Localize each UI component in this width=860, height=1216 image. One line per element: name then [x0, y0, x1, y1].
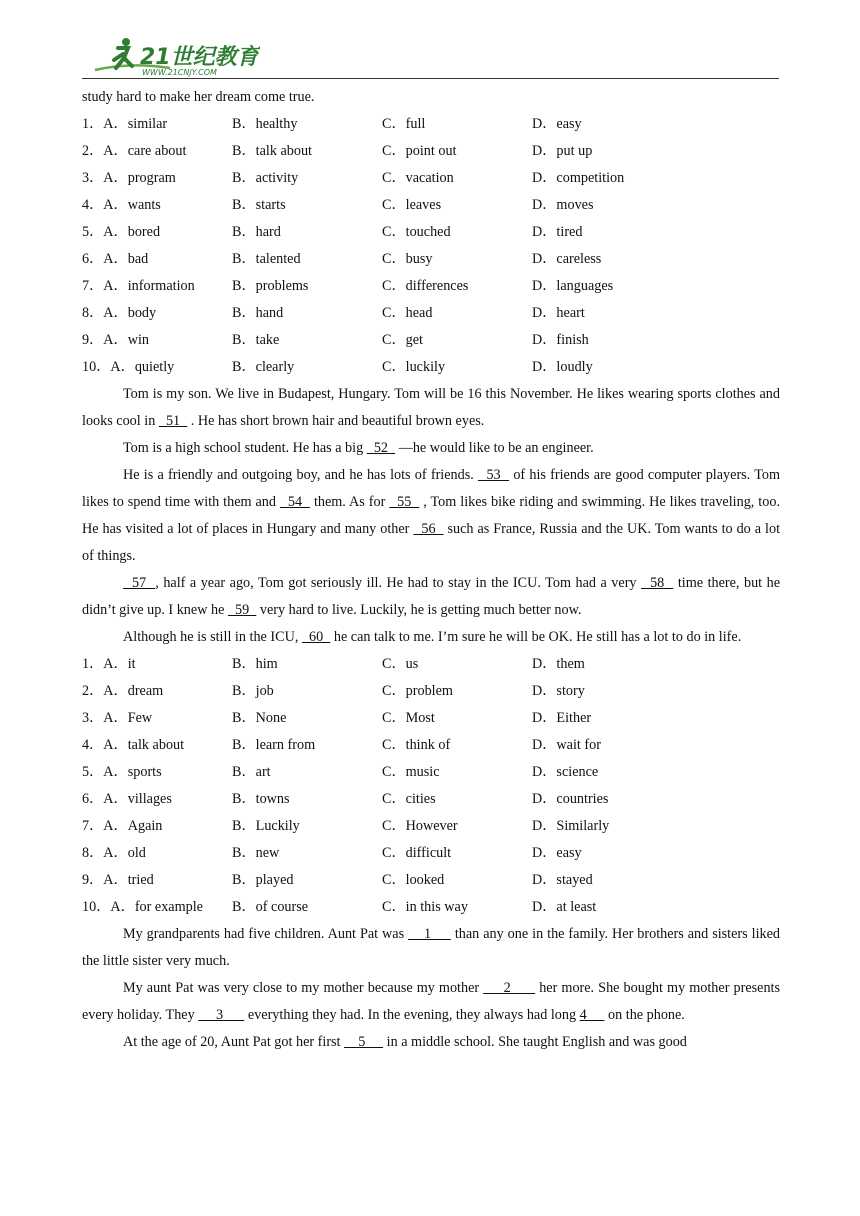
option-b[interactable]: B．talented [232, 251, 301, 267]
question-number: 4． [82, 737, 104, 753]
option-b[interactable]: B．hand [232, 305, 284, 321]
option-d[interactable]: D．moves [532, 197, 594, 213]
question-number: 2． [82, 143, 104, 159]
question-number-and-option-a[interactable] [82, 867, 154, 894]
question-number: 8． [82, 305, 104, 321]
blank-4[interactable]: 4 [579, 1007, 605, 1023]
question-number: 6． [82, 251, 104, 267]
option-b[interactable]: B．healthy [232, 116, 298, 132]
question-number-and-option-a[interactable] [82, 165, 176, 192]
option-d[interactable]: D．careless [532, 251, 602, 267]
blank-3[interactable]: 3 [198, 1007, 245, 1023]
blank-54[interactable]: 54 [279, 494, 310, 510]
option-d[interactable]: D．stayed [532, 872, 593, 888]
question-row [82, 327, 780, 354]
option-c[interactable]: C．head [382, 305, 433, 321]
option-a[interactable]: A．information [103, 278, 195, 294]
option-c[interactable]: C．Most [382, 710, 435, 726]
option-a[interactable]: A．care about [103, 143, 187, 159]
question-row [82, 813, 780, 840]
question-number: 6． [82, 791, 104, 807]
question-number-and-option-a[interactable] [82, 354, 174, 381]
question-row [82, 165, 780, 192]
blank-1[interactable]: 1 [408, 926, 451, 942]
blank-55[interactable]: 55 [389, 494, 420, 510]
question-number: 10． [82, 359, 111, 375]
question-row [82, 732, 780, 759]
option-d[interactable]: D．tired [532, 224, 583, 240]
question-row [82, 246, 780, 273]
page-header [82, 30, 779, 79]
section2-options [82, 651, 780, 921]
option-c[interactable]: C．leaves [382, 197, 442, 213]
option-b[interactable]: B．None [232, 710, 287, 726]
question-number-and-option-a[interactable] [82, 273, 195, 300]
option-d[interactable]: D．heart [532, 305, 585, 321]
question-number-and-option-a[interactable] [82, 759, 162, 786]
question-number: 8． [82, 845, 104, 861]
option-a[interactable]: A．body [103, 305, 157, 321]
option-b[interactable]: B．hard [232, 224, 281, 240]
option-a[interactable]: A．program [103, 170, 176, 186]
passage2-paragraph-2: Tom is a high school student. He has a big 52 —he would like to be an engineer. [123, 440, 594, 456]
option-a[interactable]: A．quietly [110, 359, 175, 375]
question-number-and-option-a[interactable] [82, 732, 184, 759]
option-b[interactable]: B．clearly [232, 359, 295, 375]
option-a[interactable]: A．tried [103, 872, 154, 888]
option-b[interactable]: B．towns [232, 791, 290, 807]
option-a[interactable]: A．bad [103, 251, 149, 267]
option-b[interactable]: B．activity [232, 170, 299, 186]
question-number-and-option-a[interactable] [82, 192, 161, 219]
passage2-paragraph-4: 57 , half a year ago, Tom got seriously ill. He had to stay in the ICU. Tom had a very 58 time there, but he didn’t give up. I knew he 59 very hard to live. Luckily, he is getting much better now. [82, 575, 781, 618]
option-c[interactable]: C．vacation [382, 170, 454, 186]
option-d[interactable]: D．countries [532, 791, 609, 807]
passage3-paragraph-1: My grandparents had five children. Aunt Pat was 1 than any one in the family. Her brothers and sisters liked the little sister very much. [82, 926, 781, 969]
question-row [82, 354, 780, 381]
option-a[interactable]: A．win [103, 332, 150, 348]
question-row [82, 786, 780, 813]
question-number: 9． [82, 332, 104, 348]
option-d[interactable]: D．put up [532, 143, 593, 159]
document-body [82, 84, 780, 1056]
option-c[interactable]: C．music [382, 764, 440, 780]
option-c[interactable]: C．However [382, 818, 458, 834]
question-number-and-option-a[interactable] [82, 786, 172, 813]
question-row [82, 840, 780, 867]
question-number: 9． [82, 872, 104, 888]
option-c[interactable]: C．luckily [382, 359, 446, 375]
blank-2[interactable]: 2 [483, 980, 536, 996]
option-d[interactable]: D．finish [532, 332, 589, 348]
21cnjy-logo [90, 34, 260, 78]
question-number: 1． [82, 656, 104, 672]
option-d[interactable]: D．easy [532, 116, 582, 132]
question-number: 2． [82, 683, 104, 699]
option-a[interactable]: A．sports [103, 764, 162, 780]
question-row [82, 219, 780, 246]
option-b[interactable]: B．him [232, 656, 278, 672]
question-number: 3． [82, 710, 104, 726]
question-row [82, 894, 780, 921]
passage3-paragraph-2: My aunt Pat was very close to my mother because my mother 2 her more. She bought my mother presents every holiday. They 3 everything they had. In the evening, they always had long 4 on the phone. [82, 980, 780, 1023]
question-number-and-option-a[interactable] [82, 246, 148, 273]
option-b[interactable]: B．of course [232, 899, 309, 915]
option-c[interactable]: C．difficult [382, 845, 452, 861]
question-number-and-option-a[interactable] [82, 894, 203, 921]
option-a[interactable]: A．bored [103, 224, 161, 240]
option-a[interactable]: A．wants [103, 197, 161, 213]
option-d[interactable]: D．them [532, 656, 585, 672]
question-number: 1． [82, 116, 104, 132]
logo-url: WWW.21CNJY.COM [142, 68, 217, 77]
option-c[interactable]: C．point out [382, 143, 457, 159]
question-number-and-option-a[interactable] [82, 219, 160, 246]
option-a[interactable]: A．similar [103, 116, 168, 132]
option-b[interactable]: B．Luckily [232, 818, 300, 834]
question-row [82, 111, 780, 138]
option-d[interactable]: D．wait for [532, 737, 601, 753]
option-d[interactable]: D．competition [532, 170, 625, 186]
option-b[interactable]: B．new [232, 845, 280, 861]
blank-56[interactable]: 56 [413, 521, 444, 537]
question-row [82, 867, 780, 894]
question-number-and-option-a[interactable] [82, 111, 167, 138]
option-b[interactable]: B．take [232, 332, 280, 348]
option-a[interactable]: A．for example [110, 899, 203, 915]
question-number: 7． [82, 278, 104, 294]
question-row [82, 192, 780, 219]
intro-line: study hard to make her dream come true. [82, 89, 315, 105]
section1-options [82, 111, 780, 381]
question-number-and-option-a[interactable] [82, 651, 136, 678]
blank-58[interactable]: 58 [641, 575, 674, 591]
option-c[interactable]: C．in this way [382, 899, 468, 915]
passage2-paragraph-1: Tom is my son. We live in Budapest, Hungary. Tom will be 16 this November. He likes wearing sports clothes and looks cool in 51 . He has short brown hair and beautiful brown eyes. [82, 386, 780, 429]
question-number-and-option-a[interactable] [82, 678, 163, 705]
blank-53[interactable]: 53 [478, 467, 510, 483]
option-b[interactable]: B．problems [232, 278, 309, 294]
question-number: 4． [82, 197, 104, 213]
option-c[interactable]: C．differences [382, 278, 469, 294]
option-b[interactable]: B．starts [232, 197, 286, 213]
question-row [82, 300, 780, 327]
question-number-and-option-a[interactable] [82, 840, 146, 867]
passage2-paragraph-3: He is a friendly and outgoing boy, and he has lots of friends. 53 of his friends are good computer players. Tom likes to spend time with them and 54 them. As for 55 , Tom likes bike riding and swimming. He likes traveling, too. He has visited a lot of places in Hungary and many other 56 such as France, Russia and the UK. Tom wants to do a lot of things. [82, 467, 781, 564]
option-a[interactable]: A．it [103, 656, 136, 672]
question-row [82, 759, 780, 786]
question-row [82, 273, 780, 300]
question-number-and-option-a[interactable] [82, 327, 149, 354]
blank-5[interactable]: 5 [344, 1034, 384, 1050]
question-row [82, 678, 780, 705]
passage-2 [82, 381, 780, 651]
option-d[interactable]: D．Similarly [532, 818, 610, 834]
option-d[interactable]: D．science [532, 764, 599, 780]
question-number-and-option-a[interactable] [82, 300, 156, 327]
option-a[interactable]: A．talk about [103, 737, 185, 753]
option-c[interactable]: C．think of [382, 737, 451, 753]
option-b[interactable]: B．talk about [232, 143, 312, 159]
question-row [82, 138, 780, 165]
passage3-paragraph-3: At the age of 20, Aunt Pat got her first 5 in a middle school. She taught English and was good [123, 1034, 687, 1050]
logo-text: 21世纪教育 [140, 45, 259, 70]
question-number: 7． [82, 818, 104, 834]
question-number: 10． [82, 899, 111, 915]
question-number-and-option-a[interactable] [82, 705, 152, 732]
option-a[interactable]: A．Again [103, 818, 163, 834]
question-number: 5． [82, 224, 104, 240]
blank-59[interactable]: 59 [227, 602, 257, 618]
option-c[interactable]: C．looked [382, 872, 445, 888]
blank-52[interactable]: 52 [366, 440, 396, 456]
question-row [82, 705, 780, 732]
option-d[interactable]: D．easy [532, 845, 582, 861]
option-c[interactable]: C．busy [382, 251, 433, 267]
option-d[interactable]: D．story [532, 683, 585, 699]
question-row [82, 651, 780, 678]
passage2-paragraph-5: Although he is still in the ICU, 60 he can talk to me. I’m sure he will be OK. He still has a lot to do in life. [123, 629, 742, 645]
option-c[interactable]: C．cities [382, 791, 436, 807]
blank-60[interactable]: 60 [301, 629, 331, 645]
option-d[interactable]: D．at least [532, 899, 597, 915]
option-c[interactable]: C．us [382, 656, 419, 672]
option-a[interactable]: A．old [103, 845, 146, 861]
option-d[interactable]: D．Either [532, 710, 592, 726]
blank-57[interactable]: 57 [123, 575, 156, 591]
option-c[interactable]: C．problem [382, 683, 453, 699]
question-number: 5． [82, 764, 104, 780]
question-number-and-option-a[interactable] [82, 813, 162, 840]
question-number-and-option-a[interactable] [82, 138, 186, 165]
option-a[interactable]: A．villages [103, 791, 172, 807]
option-c[interactable]: C．get [382, 332, 423, 348]
option-d[interactable]: D．languages [532, 278, 614, 294]
option-c[interactable]: C．touched [382, 224, 451, 240]
option-a[interactable]: A．dream [103, 683, 164, 699]
option-a[interactable]: A．Few [103, 710, 153, 726]
blank-51[interactable]: 51 [158, 413, 188, 429]
option-d[interactable]: D．loudly [532, 359, 593, 375]
question-number: 3． [82, 170, 104, 186]
option-b[interactable]: B．job [232, 683, 274, 699]
option-b[interactable]: B．played [232, 872, 294, 888]
passage-3 [82, 921, 780, 1056]
option-c[interactable]: C．full [382, 116, 426, 132]
option-b[interactable]: B．learn from [232, 737, 316, 753]
option-b[interactable]: B．art [232, 764, 271, 780]
